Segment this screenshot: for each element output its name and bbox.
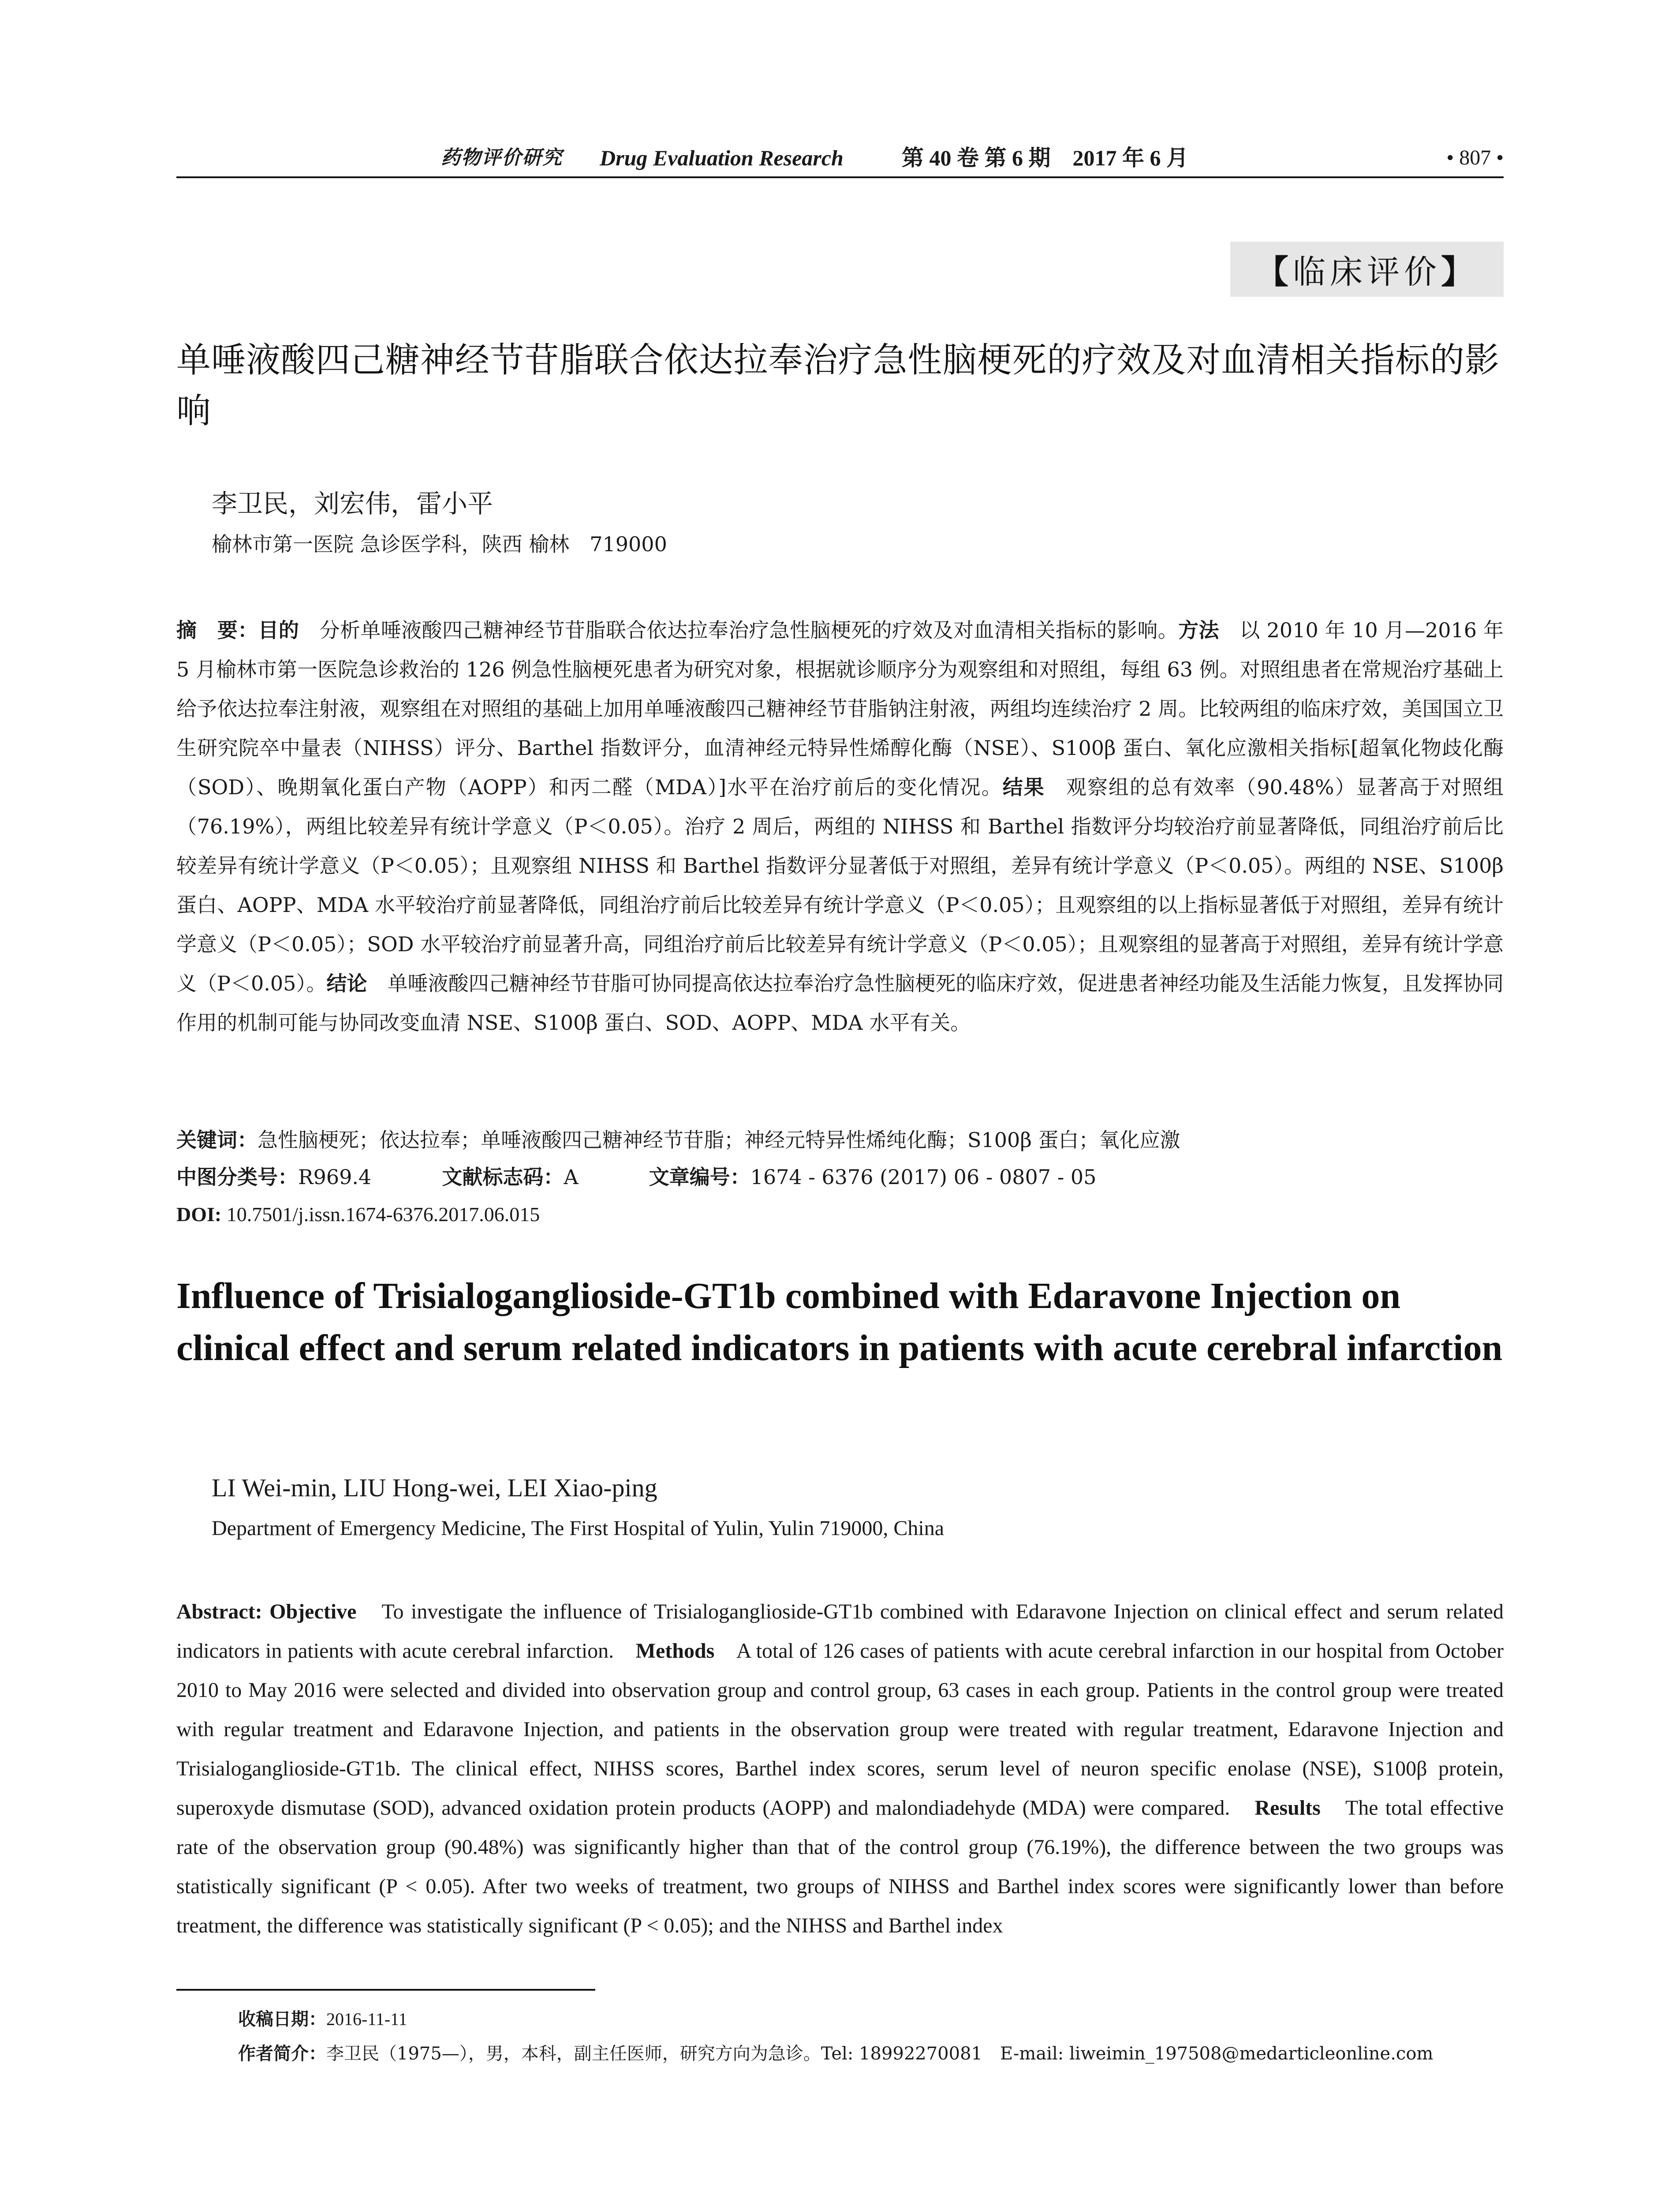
badge-label: 临床评价 — [1293, 253, 1441, 291]
methods-label-en: Methods — [635, 1639, 715, 1663]
header-rule — [176, 176, 1504, 178]
abstract-cn — [176, 611, 1504, 1043]
article-meta-cn — [176, 1121, 1504, 1233]
article-title-en: Influence of Trisialoganglioside-GT1b combined with Edaravone Injection on clinical effect and serum related indicators in patients with acute cerebral infarction — [176, 1275, 1503, 1368]
article-no-value: 1674 - 6376 (2017) 06 - 0807 - 05 — [750, 1165, 1097, 1189]
methods-text-en: A total of 126 cases of patients with acute cerebral infarction in our hospital from October 2010 to May 2016 were selected and divided into observation group and control group, 63 cases in each group. Patients in the control group were treated with regular treatment and Edaravone Injection, and patients in the observation group were treated with regular treatment, Edaravone Injection and Trisialoganglioside-GT1b. The clinical effect, NIHSS scores, Barthel index scores, serum level of neuron specific enolase (NSE), S100β protein, superoxyde dismutase (SOD), advanced oxidation protein products (AOPP) and malondiadehyde (MDA) were compared. — [176, 1639, 1504, 1820]
badge-right-bracket: 】 — [1441, 253, 1478, 291]
conclusion-text-cn: 单唾液酸四己糖神经节苷脂可协同提高依达拉奉治疗急性脑梗死的临床疗效，促进患者神经功能及生活能力恢复，且发挥协同作用的机制可能与协同改变血清 NSE、S100β 蛋白、SOD、AOPP、MDA 水平有关。 — [176, 972, 1504, 1035]
keywords-row — [176, 1121, 1504, 1159]
classification-row — [176, 1159, 1504, 1196]
results-label-cn: 结果 — [1002, 775, 1045, 799]
section-badge — [1230, 242, 1504, 297]
journal-logo-cn: 药物评价研究 — [441, 146, 563, 169]
results-label-en: Results — [1254, 1796, 1321, 1820]
footnote — [238, 2002, 1517, 2071]
doccode-value: A — [564, 1165, 579, 1189]
objective-text-cn: 分析单唾液酸四己糖神经节苷脂联合依达拉奉治疗急性脑梗死的疗效及对血清相关指标的影响。 — [299, 618, 1179, 642]
received-date: 2016-11-11 — [326, 2009, 407, 2029]
received-label: 收稿日期： — [238, 2009, 326, 2029]
doi-row — [176, 1196, 1504, 1233]
affiliation-cn: 榆林市第一医院 急诊医学科，陕西 榆林 719000 — [212, 532, 667, 556]
affiliation-en: Department of Emergency Medicine, The First Hospital of Yulin, Yulin 719000, China — [212, 1517, 945, 1540]
objective-text-en: To investigate the influence of Trisialoganglioside-GT1b combined with Edaravone Injection on clinical effect and serum related indicators in patients with acute cerebral infarction. — [176, 1600, 1504, 1663]
clc-value: R969.4 — [298, 1165, 372, 1189]
doccode-label: 文献标志码： — [442, 1165, 564, 1189]
author-bio-text: 李卫民（1975—），男，本科，副主任医师，研究方向为急诊。Tel: 18992270081 E-mail: liweimin_197508@medarticleonline.com — [326, 2044, 1434, 2064]
abstract-label-en: Abstract: — [176, 1600, 262, 1623]
footnote-rule — [176, 1989, 595, 1991]
keywords-text: 急性脑梗死；依达拉奉；单唾液酸四己糖神经节苷脂；神经元特异性烯纯化酶；S100β 蛋白；氧化应激 — [258, 1128, 1180, 1152]
doi-label: DOI: — [176, 1203, 222, 1226]
results-text-cn: 观察组的总有效率（90.48%）显著高于对照组（76.19%），两组比较差异有统计学意义（P＜0.05）。治疗 2 周后，两组的 NIHSS 和 Barthel 指数评分均较治疗前显著降低，同组治疗前后比较差异有统计学意义（P＜0.05）；且观察组 NIHSS 和 Barthel 指数评分显著低于对照组，差异有统计学意义（P＜0.05）。两组的 NSE、S100β 蛋白、AOPP、MDA 水平较治疗前显著降低，同组治疗前后比较差异有统计学意义（P＜0.05）；且观察组的以上指标显著低于对照组，差异有统计学意义（P＜0.05）；SOD 水平较治疗前显著升高，同组治疗前后比较差异有统计学意义（P＜0.05）；且观察组的显著高于对照组，差异有统计学意义（P＜0.05）。 — [176, 775, 1504, 995]
authors-cn: 李卫民，刘宏伟，雷小平 — [212, 489, 493, 519]
authors-en: LI Wei-min, LIU Hong-wei, LEI Xiao-ping — [212, 1473, 657, 1502]
results-text-en: The total effective rate of the observation group (90.48%) was significantly higher than that of the control group (76.19%), the difference between the two groups was statistically significant (P < 0.05). After two weeks of treatment, two groups of NIHSS and Barthel index scores were significantly lower than before treatment, the difference was statistically significant (P < 0.05); and the NIHSS and Barthel index — [176, 1796, 1504, 1937]
objective-label-cn: 目的 — [258, 618, 299, 642]
badge-left-bracket: 【 — [1256, 253, 1293, 291]
journal-name: Drug Evaluation Research — [600, 146, 844, 170]
conclusion-label-cn: 结论 — [326, 972, 367, 995]
methods-label-cn: 方法 — [1178, 618, 1219, 642]
running-header — [176, 140, 1504, 176]
clc-label: 中图分类号： — [176, 1165, 298, 1189]
author-bio-label: 作者简介： — [238, 2044, 326, 2064]
abstract-en — [176, 1592, 1504, 1945]
issue-info: 第 40 卷 第 6 期 2017 年 6 月 — [902, 146, 1188, 170]
doi-value: 10.7501/j.issn.1674-6376.2017.06.015 — [221, 1203, 540, 1226]
keywords-label: 关键词： — [176, 1128, 258, 1152]
methods-text-cn: 以 2010 年 10 月—2016 年 5 月榆林市第一医院急诊救治的 126 例急性脑梗死患者为研究对象，根据就诊顺序分为观察组和对照组，每组 63 例。对照组患者在常规治疗基础上给予依达拉奉注射液，观察组在对照组的基础上加用单唾液酸四己糖神经节苷脂钠注射液，两组均连续治疗 2 周。比较两组的临床疗效，美国国立卫生研究院卒中量表（NIHSS）评分、Barthel 指数评分，血清神经元特异性烯醇化酶（NSE）、S100β 蛋白、氧化应激相关指标[超氧化物歧化酶（SOD）、晚期氧化蛋白产物（AOPP）和丙二醛（MDA）]水平在治疗前后的变化情况。 — [176, 618, 1504, 799]
article-title-cn: 单唾液酸四己糖神经节苷脂联合依达拉奉治疗急性脑梗死的疗效及对血清相关指标的影响 — [176, 340, 1499, 431]
page-number: • 807 • — [1446, 146, 1504, 169]
article-no-label: 文章编号： — [649, 1165, 750, 1189]
author-bio-row — [238, 2037, 1517, 2071]
received-row — [238, 2002, 1517, 2037]
objective-label-en: Objective — [262, 1600, 357, 1623]
abstract-label-cn: 摘 要： — [176, 618, 258, 642]
